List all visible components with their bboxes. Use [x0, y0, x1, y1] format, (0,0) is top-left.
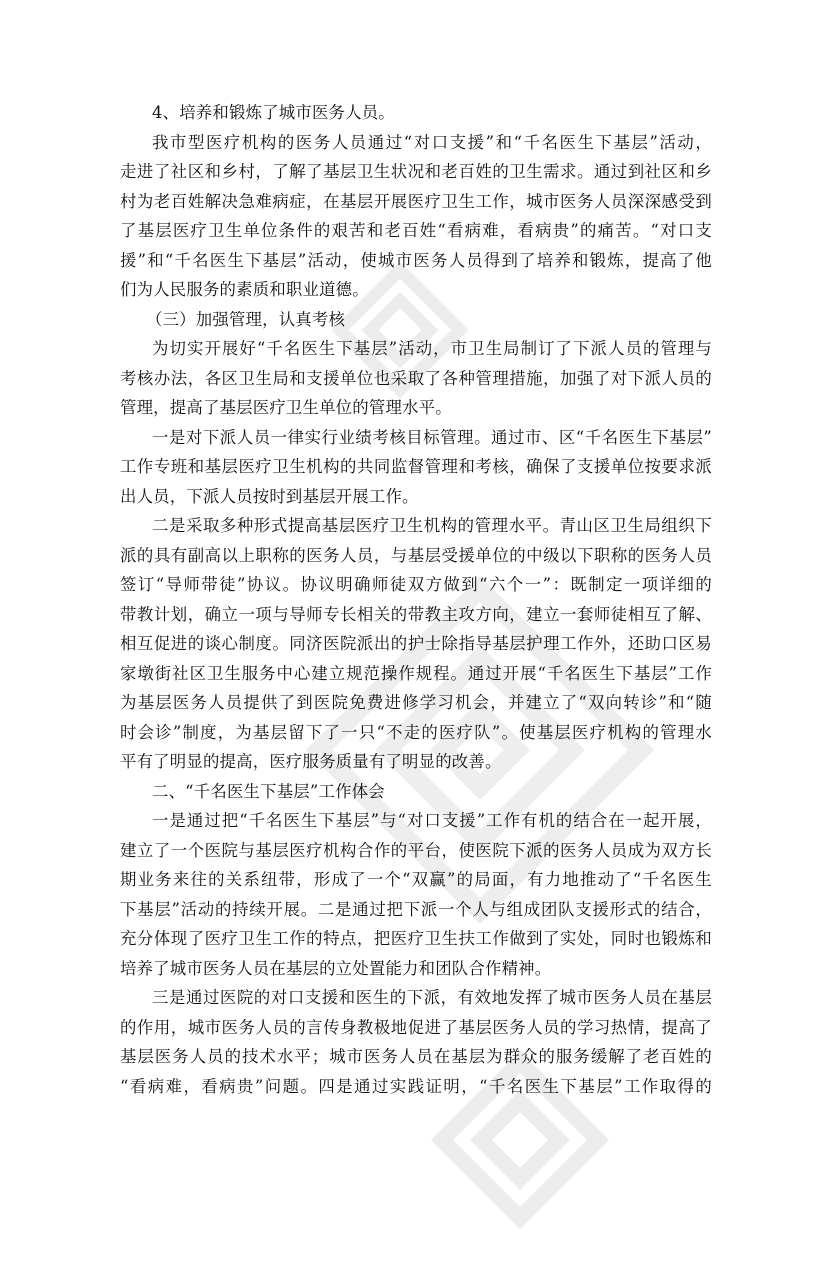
- text-line: 一是通过把“千名医生下基层”与“对口支援”工作有机的结合在一起开展，: [152, 811, 712, 830]
- text-line: 走进了社区和乡村，了解了基层卫生状况和老百姓的卫生需求。通过到社区和乡: [120, 162, 712, 181]
- text-line: 带教计划，确立一项与导师专长相关的带教主攻方向，建立一套师徒相互了解、: [120, 604, 712, 624]
- text-line: 下基层”活动的持续开展。二是通过把下派一个人与组成团队支援形式的结合，: [120, 899, 712, 919]
- text-line: 派的具有副高以上职称的医务人员，与基层受援单位的中级以下职称的医务人员: [120, 545, 712, 565]
- text-line: （三）加强管理，认真考核: [146, 309, 346, 329]
- text-line: 期业务来往的关系纽带，形成了一个“双赢”的局面，有力地推动了“千名医生: [120, 870, 712, 889]
- text-line: 一是对下派人员一律实行业绩考核目标管理。通过市、区“千名医生下基层”: [152, 427, 712, 447]
- text-line: 为基层医务人员提供了到医院免费进修学习机会，并建立了“双向转诊”和“随: [120, 693, 712, 712]
- text-line: 我市型医疗机构的医务人员通过“对口支援”和“千名医生下基层”活动，: [152, 132, 712, 152]
- text-line: 时会诊”制度，为基层留下了一只“不走的医疗队”。使基层医疗机构的管理水: [120, 722, 712, 742]
- text-line: 援”和“千名医生下基层”活动，使城市医务人员得到了培养和锻炼，提高了他: [120, 250, 712, 270]
- text-line: 相互促进的谈心制度。同济医院派出的护士除指导基层护理工作外，还助口区易: [120, 634, 712, 653]
- text-line: 培养了城市医务人员在基层的立处置能力和团队合作精神。: [120, 958, 552, 978]
- text-line: 管理，提高了基层医疗卫生单位的管理水平。: [120, 398, 452, 417]
- text-line: 建立了一个医院与基层医疗机构合作的平台，使医院下派的医务人员成为双方长: [120, 840, 712, 860]
- text-line: 基层医务人员的技术水平；城市医务人员在基层为群众的服务缓解了老百姓的: [120, 1047, 712, 1066]
- text-line: 家墩街社区卫生服务中心建立规范操作规程。通过开展“千名医生下基层”工作: [120, 663, 712, 683]
- text-line: 二是采取多种形式提高基层医疗卫生机构的管理水平。青山区卫生局组织下: [152, 516, 712, 535]
- text-line: 的作用，城市医务人员的言传身教极地促进了基层医务人员的学习热情，提高了: [120, 1017, 712, 1037]
- text-line: 了基层医疗卫生单位条件的艰苦和老百姓“看病难，看病贵”的痛苦。“对口支: [120, 221, 712, 240]
- text-line: 考核办法，各区卫生局和支援单位也采取了各种管理措施，加强了对下派人员的: [120, 368, 712, 388]
- text-line: 4、培养和锻炼了城市医务人员。: [152, 103, 395, 122]
- text-line: 为切实开展好“千名医生下基层”活动，市卫生局制订了下派人员的管理与: [152, 339, 712, 358]
- text-line: 签订“导师带徒”协议。协议明确师徒双方做到“六个一”：既制定一项详细的: [120, 575, 712, 594]
- text-line: 们为人民服务的素质和职业道德。: [120, 280, 369, 299]
- document-body: [120, 98, 712, 1101]
- text-line: 充分体现了医疗卫生工作的特点，把医疗卫生扶工作做到了实处，同时也锻炼和: [120, 929, 712, 948]
- text-line: 平有了明显的提高，医疗服务质量有了明显的改善。: [120, 752, 502, 771]
- text-line: 二、“千名医生下基层”工作体会: [152, 781, 385, 801]
- text-line: 村为老百姓解决急难病症，在基层开展医疗卫生工作，城市医务人员深深感受到: [120, 191, 712, 211]
- text-line: 三是通过医院的对口支援和医生的下派，有效地发挥了城市医务人员在基层: [152, 988, 712, 1007]
- text-line: 工作专班和基层医疗卫生机构的共同监督管理和考核，确保了支援单位按要求派: [120, 457, 712, 476]
- text-line: “看病难，看病贵”问题。四是通过实践证明，“千名医生下基层”工作取得的: [120, 1076, 712, 1096]
- text-line: 出人员，下派人员按时到基层开展工作。: [120, 486, 419, 506]
